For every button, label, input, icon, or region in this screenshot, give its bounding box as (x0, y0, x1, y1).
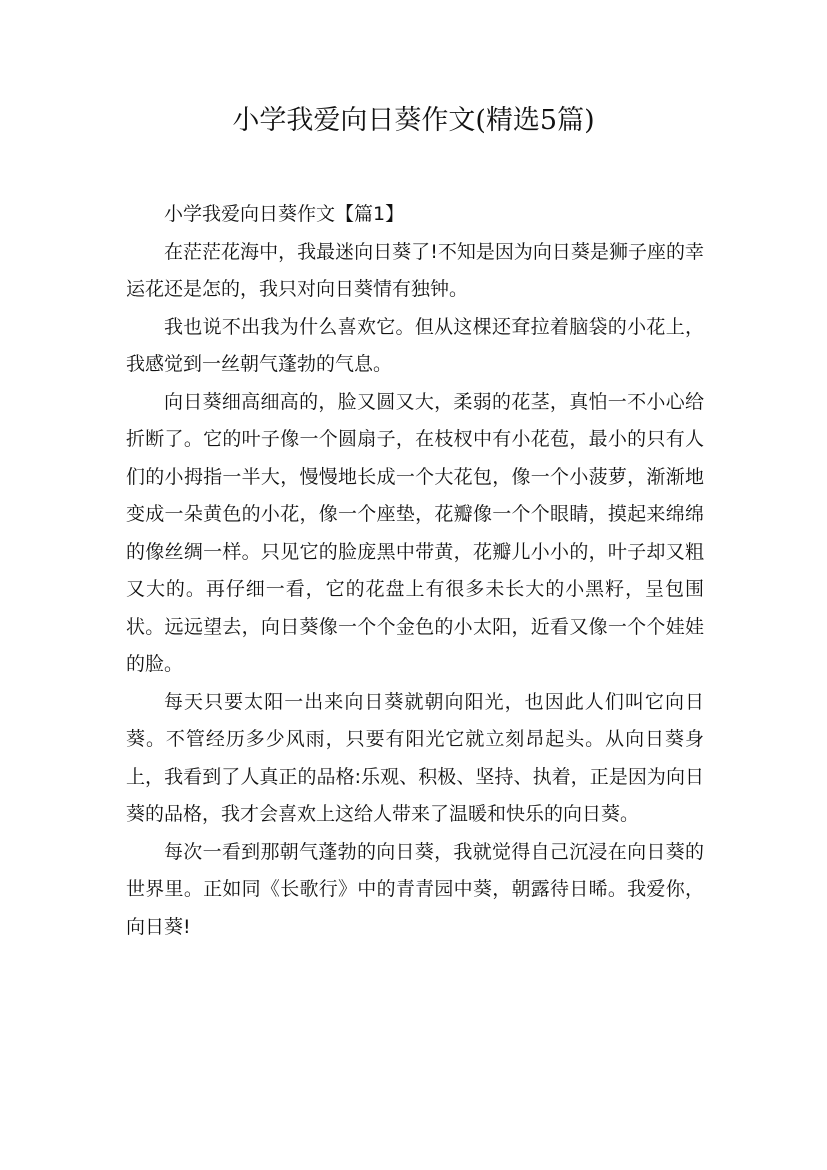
paragraph-4: 每天只要太阳一出来向日葵就朝向阳光，也因此人们叫它向日葵。不管经历多少风雨，只要有阳光它就立刻昂起头。从向日葵身上，我看到了人真正的品格:乐观、积极、坚持、执着，正是因为向日葵的品格，我才会喜欢上这给人带来了温暖和快乐的向日葵。 (126, 690, 704, 825)
paragraph-5: 每次一看到那朝气蓬勃的向日葵，我就觉得自己沉浸在向日葵的世界里。正如同《长歌行》中的青青园中葵，朝露待日晞。我爱你，向日葵! (126, 840, 704, 938)
article-body (126, 196, 704, 946)
document-title: 小学我爱向日葵作文(精选5篇) (232, 105, 595, 136)
paragraph-3: 向日葵细高细高的，脸又圆又大，柔弱的花茎，真怕一不小心给折断了。它的叶子像一个圆扇子，在枝杈中有小花苞，最小的只有人们的小拇指一半大，慢慢地长成一个大花包，像一个小菠萝，渐渐地变成一朵黄色的小花，像一个座垫，花瓣像一个个眼睛，摸起来绵绵的像丝绸一样。只见它的脸庞黑中带黄，花瓣儿小小的，叶子却又粗又大的。再仔细一看，它的花盘上有很多未长大的小黑籽，呈包围状。远远望去，向日葵像一个个金色的小太阳，近看又像一个个娃娃的脸。 (126, 390, 704, 675)
paragraph-2: 我也说不出我为什么喜欢它。但从这棵还耷拉着脑袋的小花上，我感觉到一丝朝气蓬勃的气息。 (126, 315, 704, 375)
paragraph-1: 在茫茫花海中，我最迷向日葵了!不知是因为向日葵是狮子座的幸运花还是怎的，我只对向日葵情有独钟。 (126, 240, 704, 300)
section-heading: 小学我爱向日葵作文【篇1】 (164, 203, 405, 225)
